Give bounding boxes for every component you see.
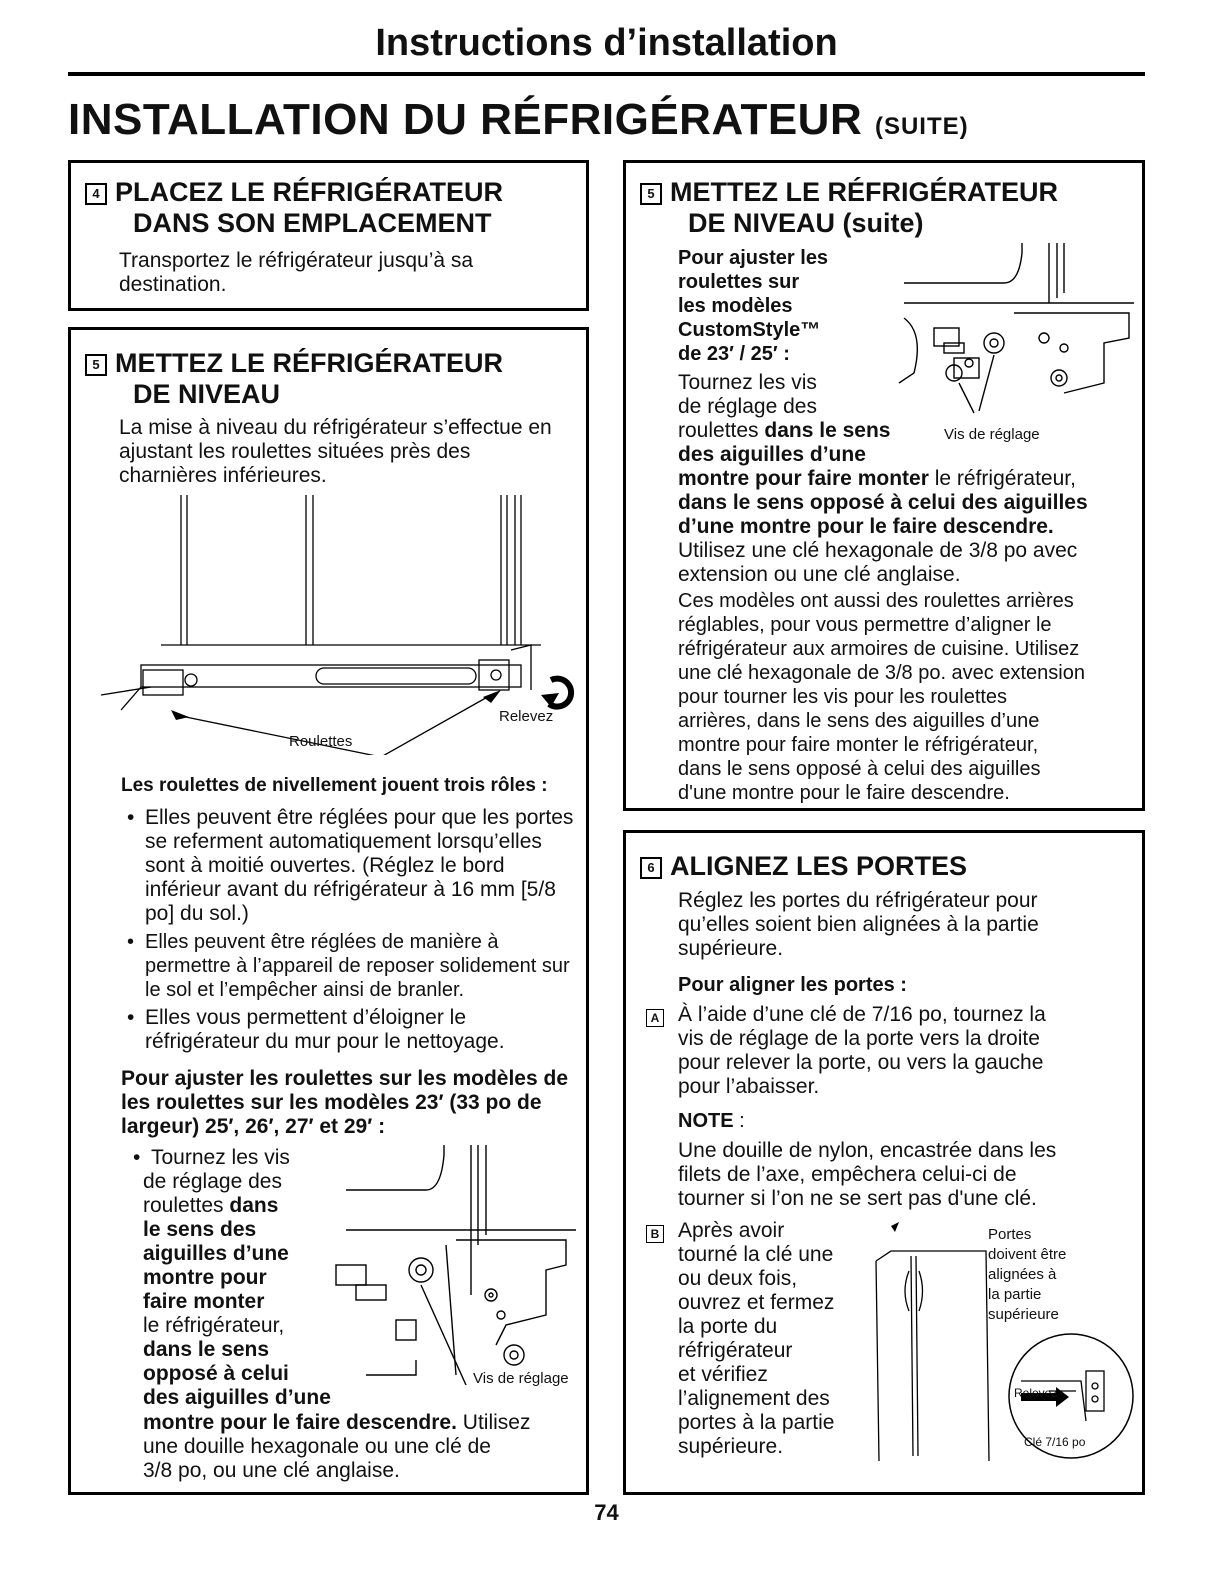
section-6-number: 6 xyxy=(640,857,662,879)
adjust-line-bold: opposé à celui xyxy=(143,1362,289,1385)
customstyle-line: roulettes sur xyxy=(678,271,800,293)
step-line: réfrigérateur xyxy=(678,1339,793,1362)
section-4-number: 4 xyxy=(85,183,107,205)
adjust-line: de réglage des xyxy=(143,1170,282,1193)
adjust-line-part: roulettes xyxy=(143,1194,224,1217)
roles-heading-text: Les roulettes de nivellement jouent trois rôles : xyxy=(121,775,548,796)
step-line: l’alignement des xyxy=(678,1387,830,1410)
paragraph-line: pour tourner les vis pour les roulettes xyxy=(678,686,1008,708)
section-5-title xyxy=(85,348,503,410)
paragraph-line: arrières, dans le sens des aiguilles d’une xyxy=(678,710,1040,732)
roles-heading xyxy=(121,774,581,798)
section-6-title-text: ALIGNEZ LES PORTES xyxy=(670,851,968,881)
section-5-continued-title xyxy=(640,177,1058,239)
adjust-line-bold: aiguilles d’une xyxy=(143,1242,289,1265)
rear-rollers-paragraph xyxy=(678,589,1143,805)
paragraph-line: dans le sens opposé à celui des aiguilles xyxy=(678,758,1041,780)
section-5-title-line1: METTEZ LE RÉFRIGÉRATEUR xyxy=(115,348,503,378)
step-line: portes à la partie xyxy=(678,1411,835,1434)
relevez-label: Relevez xyxy=(499,708,554,725)
adjust-line-bold: des aiguilles d’une xyxy=(143,1386,331,1409)
note-text xyxy=(678,1139,1138,1211)
instruction-bold: montre pour faire monter xyxy=(678,467,929,490)
adjust-tail-line: une douille hexagonale ou une clé de xyxy=(143,1435,491,1458)
adjust-line-bold: dans le sens xyxy=(143,1338,270,1361)
section-5-number: 5 xyxy=(85,354,107,376)
caption-line: alignées à xyxy=(988,1266,1057,1283)
adjust-tail-bold: montre pour le faire descendre. xyxy=(143,1411,457,1434)
step-line: Après avoir xyxy=(678,1219,785,1242)
customstyle-heading xyxy=(678,246,878,366)
section-5-continued-number: 5 xyxy=(640,183,662,205)
caption-line: la partie xyxy=(988,1286,1042,1303)
customstyle-line: Pour ajuster les xyxy=(678,247,829,269)
page-title-text: INSTALLATION DU RÉFRIGÉRATEUR xyxy=(68,95,863,144)
instruction-bold: dans le sens xyxy=(764,419,891,442)
paragraph-line: montre pour faire monter le réfrigérateur, xyxy=(678,734,1039,756)
step-line: tourné la clé une xyxy=(678,1243,834,1266)
hinge-roller-illustration xyxy=(326,1145,576,1385)
instruction-line: Utilisez une clé hexagonale de 3/8 po avec xyxy=(678,539,1078,562)
customstyle-line: de 23′ / 25′ : xyxy=(678,343,790,365)
paragraph-line: réglables, pour vous permettre d’aligner le xyxy=(678,614,1052,636)
align-subhead: Pour aligner les portes : xyxy=(678,974,907,996)
section-4-title-line1: PLACEZ LE RÉFRIGÉRATEUR xyxy=(115,177,504,207)
adjust-line: le réfrigérateur, xyxy=(143,1314,285,1337)
step-line: pour relever la porte, ou vers la gauche xyxy=(678,1051,1044,1074)
list-item: • Elles peuvent être réglées pour que les portes se referment automatiquement lorsqu’elles sont à moitié ouvertes. (Réglez le bord inférieur avant du réfrigérateur à 16 mm [5/8 po] du sol.) xyxy=(117,806,577,926)
section-4-box xyxy=(68,160,589,311)
customstyle-roller-illustration xyxy=(894,243,1144,418)
adjust-line-bold: montre pour xyxy=(143,1266,267,1289)
step-line: ou deux fois, xyxy=(678,1267,798,1290)
section-4-title-line2: DANS SON EMPLACEMENT xyxy=(133,208,492,238)
step-b-label: B xyxy=(646,1225,664,1243)
section-5-continued-box xyxy=(623,160,1145,811)
section-4-title xyxy=(85,177,503,239)
note-line: filets de l’axe, empêchera celui-ci de xyxy=(678,1163,1017,1186)
note-line: tourner si l’on ne se sert pas d'une clé. xyxy=(678,1187,1037,1210)
note-colon: : xyxy=(733,1110,745,1132)
instruction-line: extension ou une clé anglaise. xyxy=(678,563,961,586)
note-line: Une douille de nylon, encastrée dans les xyxy=(678,1139,1057,1162)
roulettes-label: Roulettes xyxy=(289,733,353,750)
adjust-tail xyxy=(143,1411,583,1483)
page-title xyxy=(68,95,969,145)
intro-line: Réglez les portes du réfrigérateur pour xyxy=(678,889,1038,912)
step-a-text xyxy=(678,1003,1138,1099)
intro-line: supérieure. xyxy=(678,937,784,960)
customstyle-line: les modèles xyxy=(678,295,793,317)
step-line: vis de réglage de la porte vers la droite xyxy=(678,1027,1040,1050)
step-a-label: A xyxy=(646,1009,664,1027)
instruction-line: le réfrigérateur, xyxy=(934,467,1076,490)
section-4-body: Transportez le réfrigérateur jusqu’à sa destination. xyxy=(119,249,474,296)
section-6-title xyxy=(640,851,967,882)
paragraph-line: une clé hexagonale de 3/8 po. avec extension xyxy=(678,662,1085,684)
list-item: • Elles vous permettent d’éloigner le réfrigérateur du mur pour le nettoyage. xyxy=(117,1006,577,1054)
step-line: supérieure. xyxy=(678,1435,784,1458)
adjust-line-bold: faire monter xyxy=(143,1290,265,1313)
page-title-suffix: (SUITE) xyxy=(874,113,969,140)
adjust-tail-text: Utilisez xyxy=(462,1411,531,1434)
section-5-continued-title-line2: DE NIVEAU (suite) xyxy=(688,208,924,238)
section-6-box xyxy=(623,830,1145,1495)
cle-fig-label: Clé 7/16 po xyxy=(1024,1435,1086,1449)
caption-line: Portes xyxy=(988,1226,1032,1243)
step-line: À l’aide d’une clé de 7/16 po, tournez la xyxy=(678,1003,1046,1026)
section-6-intro xyxy=(678,889,1138,961)
adjust-instructions xyxy=(123,1146,331,1410)
vis-reglage-label: Vis de réglage xyxy=(473,1370,569,1387)
instruction-bold: des aiguilles d’une xyxy=(678,443,866,466)
section-5-title-line2: DE NIVEAU xyxy=(133,379,281,409)
adjust-line: • Tournez les vis xyxy=(123,1146,323,1170)
vis-reglage-label-2: Vis de réglage xyxy=(944,426,1040,443)
step-line: la porte du xyxy=(678,1315,778,1338)
intro-line: qu’elles soient bien alignées à la partie xyxy=(678,913,1039,936)
adjust-tail-line: 3/8 po, ou une clé anglaise. xyxy=(143,1459,400,1482)
page-number: 74 xyxy=(594,1500,619,1525)
instruction-bold: dans le sens opposé à celui des aiguilles xyxy=(678,491,1088,514)
note-heading xyxy=(678,1109,745,1133)
customstyle-line: CustomStyle™ xyxy=(678,319,821,341)
models-heading: Pour ajuster les roulettes sur les modèles de les roulettes sur les modèles 23′ (33 po de largeur) 25′, 26′, 27′ et 29′ : xyxy=(121,1067,568,1138)
header-rule xyxy=(68,72,1145,76)
relevez-fig-label: Relevez xyxy=(1014,1386,1058,1400)
instruction-line: Tournez les vis xyxy=(678,371,817,394)
section-5-box xyxy=(68,327,589,1495)
roles-list xyxy=(117,802,577,1058)
step-b-text xyxy=(678,1219,878,1459)
adjust-line-bold: le sens des xyxy=(143,1218,257,1241)
portes-caption xyxy=(988,1225,1066,1325)
list-item: • Elles peuvent être réglées de manière à permettre à l’appareil de reposer solidement sur le sol et l’empêcher ainsi de branler. xyxy=(117,930,577,1002)
paragraph-line: d'une montre pour le faire descendre. xyxy=(678,782,1010,804)
section-5-intro: La mise à niveau du réfrigérateur s’effectue en ajustant les roulettes situées près des charnières inférieures. xyxy=(119,416,552,487)
instruction-bold: d’une montre pour le faire descendre. xyxy=(678,515,1054,538)
instruction-line: de réglage des xyxy=(678,395,817,418)
paragraph-line: Ces modèles ont aussi des roulettes arrières xyxy=(678,590,1074,612)
adjust-line-bold: dans xyxy=(229,1194,279,1217)
section-5-continued-title-line1: METTEZ LE RÉFRIGÉRATEUR xyxy=(670,177,1058,207)
paragraph-line: réfrigérateur aux armoires de cuisine. Utilisez xyxy=(678,638,1080,660)
document-header: Instructions d’installation xyxy=(375,22,838,64)
adjust-line xyxy=(123,1194,323,1218)
note-label: NOTE xyxy=(678,1110,734,1132)
step-line: pour l’abaisser. xyxy=(678,1075,820,1098)
instruction-line: roulettes xyxy=(678,419,759,442)
step-line: et vérifiez xyxy=(678,1363,768,1386)
caption-line: supérieure xyxy=(988,1306,1059,1323)
caption-line: doivent être xyxy=(988,1246,1067,1263)
step-line: ouvrez et fermez xyxy=(678,1291,835,1314)
